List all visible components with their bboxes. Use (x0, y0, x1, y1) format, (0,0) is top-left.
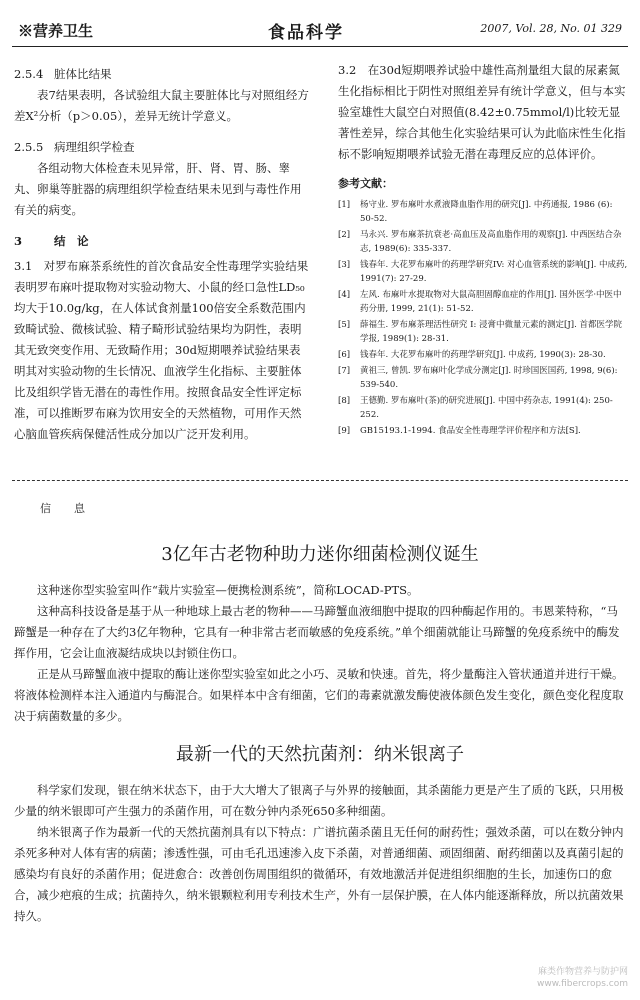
reference-number: [7] (338, 366, 351, 376)
page-header (0, 20, 640, 46)
paragraph: 纳米银离子作为最新一代的天然抗菌剂具有以下特点：广谱抗菌杀菌且无任何的耐药性；强效杀菌，可以在数分钟内杀死多种对人体有害的病菌；渗透性强，可由毛孔迅速渗入皮下杀菌，对普通细菌、顽固细菌、耐药细菌以及真菌引起的感染均有良好的杀菌作用；促进愈合：改善创伤周围组织的微循环，有效地激活并促进组织细胞的生长，加速伤口的愈合，减少疤痕的生成；抗菌持久，纳米银颗粒利用专利技术生产，外有一层保护膜，在人体内能逐渐释放，所以抗菌效果持久。 (14, 825, 624, 923)
reference-item (338, 198, 628, 226)
right-column (338, 60, 628, 440)
reference-number: [6] (338, 350, 351, 360)
reference-number: [2] (338, 230, 351, 240)
paragraph: 表7结果表明，各试验组大鼠主要脏体比与对照组经方差X²分析（p＞0.05），差异无统计学意义。 (14, 88, 309, 123)
reference-number: [9] (338, 426, 351, 436)
header-section: ※营养卫生 (18, 22, 94, 40)
article-title: 3亿年古老物种助力迷你细菌检测仪诞生 (161, 544, 479, 565)
reference-text: 左风. 布麻叶水提取物对大鼠高胆固醇血症的作用[J]. 国外医学·中医中药分册, 1999, 21(1): 51-52. (360, 290, 622, 314)
section-heading: 2.5.4 脏体比结果 (14, 67, 112, 81)
reference-number: [8] (338, 396, 351, 406)
reference-text: 黄祖三, 曾凯. 罗布麻叶化学成分测定[J]. 时珍国医国药, 1998, 9(6): 539-540. (360, 366, 618, 390)
reference-text: 马永兴. 罗布麻茶抗衰老·高血压及高血脂作用的观察[J]. 中西医结合杂志, 1989(6): 335-337. (360, 230, 622, 254)
header-issue: 2007, Vol. 28, No. 01 329 (480, 22, 622, 35)
references-list (338, 198, 628, 438)
section-heading: 3 结 论 (14, 234, 89, 248)
info-label: 信 息 (40, 502, 91, 515)
reference-item (338, 288, 628, 316)
reference-text: 王德勤. 罗布麻叶(茶)的研究进展[J]. 中国中药杂志, 1991(4): 250-252. (360, 396, 613, 420)
reference-text: 杨守业. 罗布麻叶水煮液降血脂作用的研究[J]. 中药通报, 1986 (6): 50-52. (360, 200, 613, 224)
article-title: 最新一代的天然抗菌剂：纳米银离子 (176, 744, 464, 765)
reference-number: [4] (338, 290, 351, 300)
paragraph: 这种高科技设备是基于从一种地球上最古老的物种——马蹄蟹血液细胞中提取的四种酶起作用的。韦恩莱特称，“马蹄蟹是一种存在了大约3亿年物种，它具有一种非常古老而敏感的免疫系统。”单个细菌就能让马蹄蟹的免疫系统中的酶发挥作用，它会让血液凝结成块以封锁住伤口。 (14, 604, 620, 660)
reference-item (338, 394, 628, 422)
paragraph: 正是从马蹄蟹血液中提取的酶让迷你型实验室如此之小巧、灵敏和快速。首先，将少量酶注入管状通道并进行干燥。将液体检测样本注入通道内与酶混合。如果样本中含有细菌，它们的毒素就激发酶使液体颜色发生变化，颜色变化程度取决于病菌数量的多少。 (14, 667, 624, 723)
reference-number: [3] (338, 260, 351, 270)
reference-number: [1] (338, 200, 351, 210)
reference-item (338, 364, 628, 392)
header-rule (12, 46, 628, 47)
paragraph: 这种迷你型实验室叫作“载片实验室—便携检测系统”，简称LOCAD-PTS。 (37, 583, 419, 597)
reference-text: 薛福生. 罗布麻茶理活性研究 I: 浸膏中微量元素的测定[J]. 首都医学院学报, 1989(1): 28-31. (360, 320, 622, 344)
left-column (14, 60, 310, 445)
reference-item (338, 348, 628, 362)
reference-item (338, 258, 628, 286)
references-title: 参考文献： (338, 177, 393, 190)
paragraph: 各组动物大体检查未见异常，肝、肾、胃、肠、睾丸、卵巢等脏器的病理组织学检查结果未见到与毒性作用有关的病变。 (14, 161, 302, 217)
reference-number: [5] (338, 320, 351, 330)
article-body (14, 780, 628, 927)
paragraph: 科学家们发现，银在纳米状态下，由于大大增大了银离子与外界的接触面，其杀菌能力更是产生了质的飞跃，只用极少量的纳米银即可产生强力的杀菌作用，可在数分钟内杀死650多种细菌。 (14, 783, 624, 818)
reference-item (338, 424, 628, 438)
header-journal: 食品科学 (268, 23, 344, 43)
reference-item (338, 228, 628, 256)
article-body (14, 580, 628, 727)
divider (12, 480, 628, 481)
paragraph: 3.2 在30d短期喂养试验中雄性高剂量组大鼠的尿素氮生化指标相比于阴性对照组差异有统计学意义，但与本实验室雄性大鼠空白对照值(8.42±0.75mmol/l)比较无显著性差异，综合其他生化实验结果可认为此临床性生化指标不影响短期喂养试验无潜在毒理反应的总体评价。 (338, 63, 626, 161)
reference-text: GB15193.1-1994. 食品安全性毒理学评价程序和方法[S]. (360, 426, 581, 436)
paragraph: 3.1 对罗布麻茶系统性的首次食品安全性毒理学实验结果表明罗布麻叶提取物对实验动物大、小鼠的经口急性LD₅₀均大于10.0g/kg，在人体试食剂量100倍安全系数范围内致畸试验、微核试验、精子畸形试验结果均为阴性，表明其无致突变作用、无致畸作用；30d短期喂养试验结果表明其对实验动物的生长情况、血液学生化指标、主要脏体比及组织学皆无潜在的毒性作用。按照食品安全性评定标准，可以推断罗布麻为饮用安全的天然植物，可用作天然心脑血管疾病保健活性成分加以广泛开发利用。 (14, 259, 309, 441)
reference-text: 钱春年. 大花罗布麻叶的药理学研究IV: 对心血管系统的影响[J]. 中成药, 1991(7): 27-29. (360, 260, 628, 284)
section-heading: 2.5.5 病理组织学检查 (14, 140, 135, 154)
watermark: 麻类作物营养与防护网 www.fibercrops.com (537, 967, 628, 989)
reference-item (338, 318, 628, 346)
reference-text: 钱春年. 大花罗布麻叶的药理学研究[J]. 中成药, 1990(3): 28-30. (360, 350, 606, 360)
